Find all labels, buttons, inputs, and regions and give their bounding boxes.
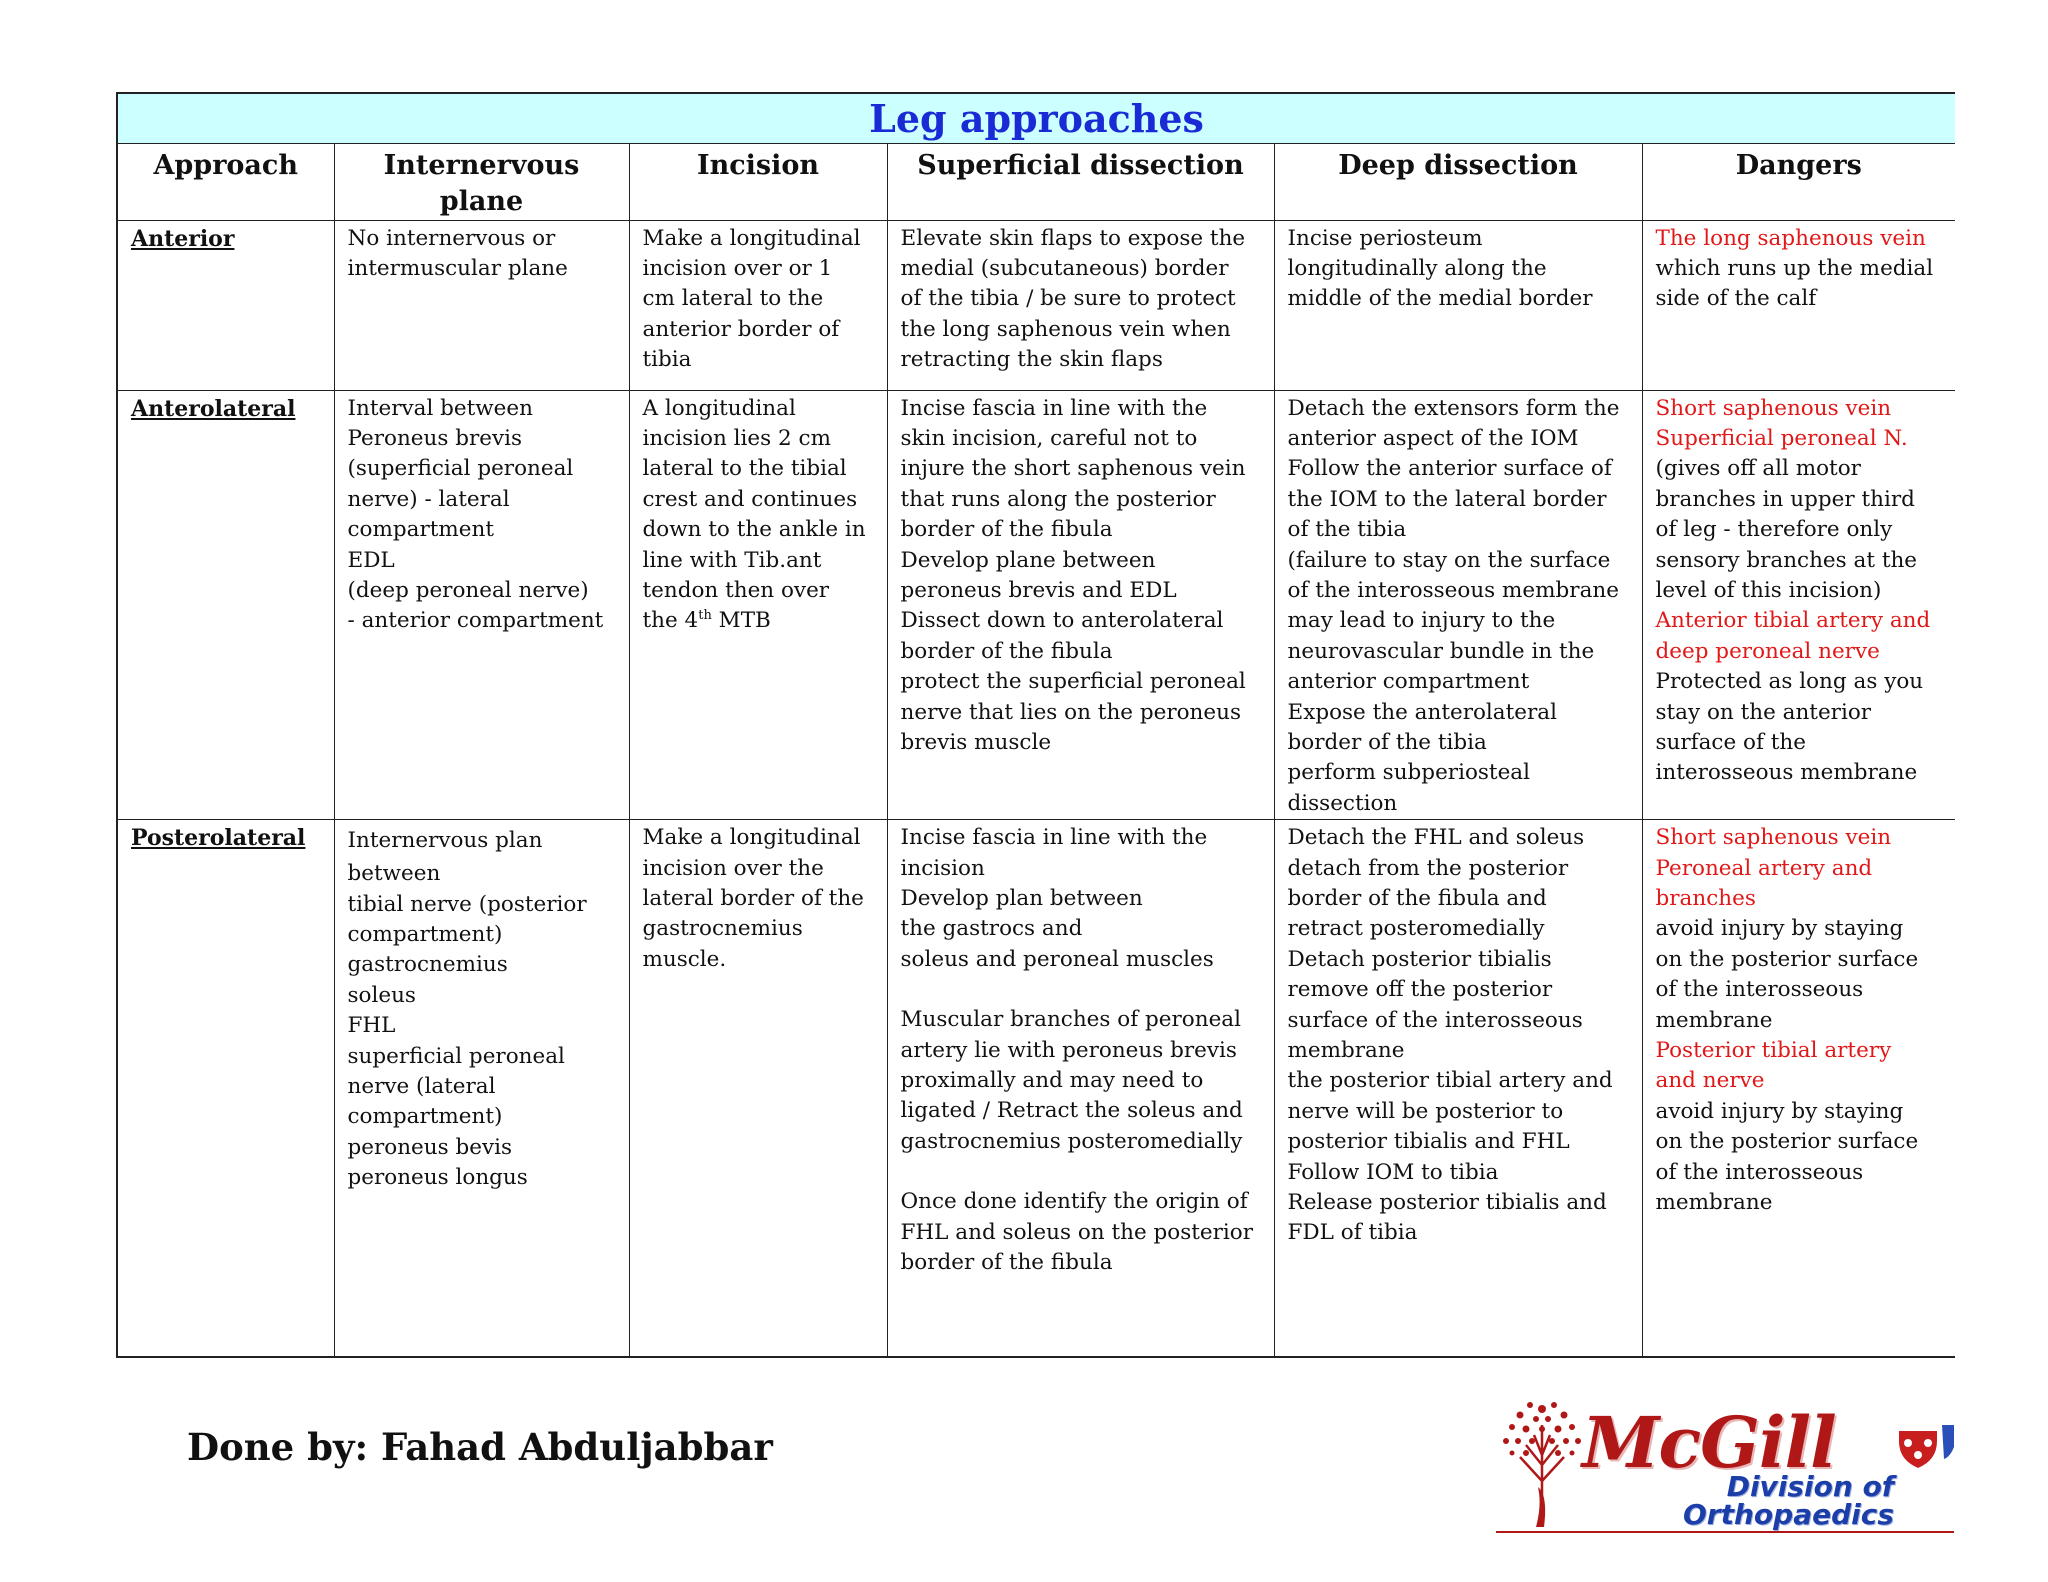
- superficial-cell: [887, 820, 1274, 1357]
- text-line: incision lies 2 cm: [642, 425, 831, 451]
- shield-icon: [1894, 1417, 1954, 1473]
- text-line: tibial nerve (posterior: [347, 891, 587, 917]
- text-line: between: [347, 861, 441, 887]
- danger-note-line: on the posterior surface: [1655, 1129, 1919, 1155]
- text-line: nerve (lateral: [347, 1074, 496, 1100]
- text-line: peroneus longus: [347, 1165, 528, 1191]
- header-row: [117, 143, 1955, 220]
- danger-note-line: of the interosseous: [1655, 1159, 1864, 1185]
- danger-note-line: membrane: [1655, 1007, 1773, 1033]
- danger-note-line: which runs up the medial: [1655, 255, 1934, 281]
- text-line: Make a longitudinal: [642, 225, 861, 251]
- text-line: incision: [900, 855, 985, 881]
- text-line: gastrocnemius: [347, 952, 508, 978]
- logo-underline: [1496, 1531, 1954, 1533]
- danger-note-line: side of the calf: [1655, 286, 1817, 312]
- text-line: that runs along the posterior: [900, 486, 1216, 512]
- danger-note-line: avoid injury by staying: [1655, 1098, 1904, 1124]
- text-line: proximally and may need to: [900, 1068, 1204, 1094]
- danger-structure-line: Peroneal artery and: [1655, 855, 1873, 881]
- approach-cell: [117, 220, 334, 390]
- danger-structure-line: Short saphenous vein: [1655, 825, 1892, 851]
- column-header-deep-dissection: Deep dissection: [1274, 143, 1642, 220]
- text-line: detach from the posterior: [1287, 855, 1569, 881]
- text-line: Once done identify the origin of: [900, 1189, 1248, 1215]
- text-line: No internervous or: [347, 225, 556, 251]
- internervous-cell: [334, 220, 629, 390]
- incision-last-line: the 4th MTB: [642, 608, 771, 634]
- text-line: cm lateral to the: [642, 286, 824, 312]
- text-line: incision over or 1: [642, 255, 833, 281]
- text-line: the long saphenous vein when: [900, 316, 1231, 342]
- danger-note-line: of leg - therefore only: [1655, 517, 1893, 543]
- internervous-cell: [334, 390, 629, 820]
- text-line: retract posteromedially: [1287, 916, 1545, 942]
- deep-cell: [1274, 820, 1642, 1357]
- internervous-first-line: Internervous plan: [347, 828, 543, 854]
- text-line: EDL: [347, 547, 395, 573]
- text-line: Follow the anterior surface of: [1287, 456, 1612, 482]
- text-line: crest and continues: [642, 486, 858, 512]
- text-line: gastrocnemius posteromedially: [900, 1128, 1243, 1154]
- incision-cell: [629, 390, 887, 820]
- text-line: of the tibia / be sure to protect: [900, 286, 1236, 312]
- text-line: (deep peroneal nerve): [347, 577, 589, 603]
- text-line: protect the superficial peroneal: [900, 669, 1246, 695]
- text-line: tibia: [642, 347, 692, 373]
- text-line: Make a longitudinal: [642, 825, 861, 851]
- text-line: anterior border of: [642, 316, 840, 342]
- mcgill-orthopaedics-logo: [1492, 1395, 1954, 1535]
- text-line: intermuscular plane: [347, 255, 568, 281]
- text-line: artery lie with peroneus brevis: [900, 1037, 1237, 1063]
- text-line: line with Tib.ant: [642, 547, 822, 573]
- table-row-posterolateral: [117, 820, 1955, 1357]
- text-line: gastrocnemius: [642, 916, 803, 942]
- text-line: dissection: [1287, 790, 1398, 816]
- text-line: peroneus bevis: [347, 1134, 513, 1160]
- superficial-cell: [887, 220, 1274, 390]
- text-line: Release posterior tibialis and: [1287, 1190, 1607, 1216]
- danger-note-line: branches in upper third: [1655, 486, 1915, 512]
- text-line: compartment: [347, 517, 494, 543]
- text-line: medial (subcutaneous) border: [900, 255, 1229, 281]
- danger-structure-line: Anterior tibial artery and: [1655, 608, 1931, 634]
- text-line: Incise fascia in line with the: [900, 395, 1208, 421]
- danger-structure-line: Superficial peroneal N.: [1655, 425, 1908, 451]
- text-line: of the tibia: [1287, 517, 1407, 543]
- column-header-superficial-dissection: Superficial dissection: [887, 143, 1274, 220]
- column-header-incision: Incision: [629, 143, 887, 220]
- text-line: Detach the FHL and soleus: [1287, 825, 1585, 851]
- danger-structure-line: Short saphenous vein: [1655, 395, 1892, 421]
- dangers-cell: [1642, 220, 1955, 390]
- text-line: superficial peroneal: [347, 1043, 565, 1069]
- text-line: tendon then over: [642, 577, 830, 603]
- text-line: compartment): [347, 922, 503, 947]
- text-line: injure the short saphenous vein: [900, 456, 1246, 482]
- approach-cell: [117, 820, 334, 1357]
- danger-structure-line: branches: [1655, 886, 1756, 911]
- text-line: Follow IOM to tibia: [1287, 1159, 1499, 1185]
- text-line: soleus and peroneal muscles: [900, 946, 1214, 972]
- text-line: Detach the extensors form the: [1287, 395, 1620, 421]
- text-line: Incise fascia in line with the: [900, 825, 1208, 851]
- column-header-dangers: Dangers: [1642, 143, 1955, 220]
- approach-cell: [117, 390, 334, 820]
- text-line: anterior compartment: [1287, 669, 1530, 695]
- danger-note-line: surface of the: [1655, 729, 1806, 755]
- dangers-cell: [1642, 820, 1955, 1357]
- text-line: border of the tibia: [1287, 729, 1487, 755]
- text-line: Detach posterior tibialis: [1287, 946, 1552, 972]
- text-line: middle of the medial border: [1287, 286, 1593, 312]
- text-line: brevis muscle: [900, 729, 1052, 755]
- danger-note-line: sensory branches at the: [1655, 547, 1918, 573]
- text-line: border of the fibula: [900, 517, 1113, 543]
- text-line: Muscular branches of peroneal: [900, 1007, 1241, 1033]
- text-line: FDL of tibia: [1287, 1220, 1418, 1246]
- deep-cell: [1274, 390, 1642, 820]
- danger-note-line: interosseous membrane: [1655, 760, 1918, 786]
- superficial-cell: [887, 390, 1274, 820]
- text-line: the gastrocs and: [900, 916, 1083, 942]
- approach-name: Posterolateral: [131, 825, 306, 852]
- incision-cell: [629, 220, 887, 390]
- text-line: compartment): [347, 1104, 503, 1130]
- text-line: Incise periosteum: [1287, 225, 1483, 251]
- incision-cell: [629, 820, 887, 1357]
- internervous-cell: [334, 820, 629, 1357]
- text-line: nerve that lies on the peroneus: [900, 699, 1242, 725]
- title-row: [117, 93, 1955, 143]
- approach-name: Anterolateral: [131, 395, 296, 422]
- text-line: border of the fibula: [900, 638, 1113, 664]
- danger-note-line: stay on the anterior: [1655, 699, 1872, 725]
- text-line: Expose the anterolateral: [1287, 699, 1557, 725]
- text-line: the posterior tibial artery and: [1287, 1068, 1613, 1094]
- danger-note-line: level of this incision): [1655, 577, 1882, 603]
- text-line: soleus: [347, 982, 416, 1008]
- text-line: (superficial peroneal: [347, 456, 574, 482]
- column-header-approach: Approach: [117, 143, 334, 220]
- text-line: the IOM to the lateral border: [1287, 486, 1607, 512]
- danger-structure-line: deep peroneal nerve: [1655, 638, 1880, 664]
- text-line: perform subperiosteal: [1287, 760, 1530, 786]
- approach-name: Anterior: [131, 225, 235, 252]
- text-line: nerve will be posterior to: [1287, 1098, 1564, 1124]
- danger-note-line: of the interosseous: [1655, 977, 1864, 1003]
- table-title: Leg approaches: [117, 93, 1955, 143]
- text-line: lateral border of the: [642, 886, 864, 911]
- deep-cell: [1274, 220, 1642, 390]
- text-line: incision over the: [642, 855, 824, 881]
- text-line: membrane: [1287, 1038, 1405, 1064]
- text-line: FHL and soleus on the posterior: [900, 1219, 1253, 1245]
- text-line: border of the fibula and: [1287, 886, 1547, 911]
- column-header-internervous-plane: Internervous plane: [334, 143, 629, 220]
- approaches-table: [116, 92, 1955, 1358]
- text-line: Dissect down to anterolateral: [900, 608, 1224, 634]
- text-line: peroneus brevis and EDL: [900, 577, 1177, 603]
- text-line: (failure to stay on the surface: [1287, 547, 1611, 573]
- text-line: Develop plan between: [900, 886, 1143, 911]
- text-line: Develop plane between: [900, 547, 1156, 573]
- text-line: - anterior compartment: [347, 608, 604, 634]
- table-row-anterior: [117, 220, 1955, 390]
- text-line: longitudinally along the: [1287, 255, 1547, 281]
- text-line: nerve) - lateral: [347, 486, 510, 512]
- text-line: A longitudinal: [642, 395, 796, 421]
- danger-note-line: membrane: [1655, 1190, 1773, 1216]
- text-line: neurovascular bundle in the: [1287, 638, 1595, 664]
- text-line: lateral to the tibial: [642, 456, 847, 482]
- logo-wordmark: McGill: [1582, 1401, 1836, 1484]
- danger-structure-line: and nerve: [1655, 1068, 1765, 1094]
- text-line: retracting the skin flaps: [900, 347, 1163, 373]
- danger-structure-line: Posterior tibial artery: [1655, 1038, 1892, 1064]
- danger-note-line: Protected as long as you: [1655, 669, 1924, 695]
- text-line: Peroneus brevis: [347, 425, 523, 451]
- logo-division-text: Division of Orthopaedics: [1683, 1470, 1894, 1531]
- text-line: down to the ankle in: [642, 517, 866, 543]
- text-line: remove off the posterior: [1287, 977, 1553, 1003]
- text-line: Elevate skin flaps to expose the: [900, 225, 1246, 251]
- tree-logo-icon: [1492, 1395, 1592, 1530]
- text-line: of the interosseous membrane: [1287, 577, 1619, 603]
- text-line: muscle.: [642, 946, 727, 972]
- text-line: FHL: [347, 1013, 396, 1039]
- text-line: posterior tibialis and FHL: [1287, 1129, 1570, 1155]
- text-line: Interval between: [347, 395, 533, 421]
- danger-note-line: (gives off all motor: [1655, 456, 1861, 482]
- author-credit: Done by: Fahad Abduljabbar: [187, 1425, 773, 1469]
- text-line: ligated / Retract the soleus and: [900, 1098, 1243, 1124]
- text-line: surface of the interosseous: [1287, 1007, 1583, 1033]
- text-line: may lead to injury to the: [1287, 608, 1556, 634]
- table-row-anterolateral: [117, 390, 1955, 820]
- danger-note-line: avoid injury by staying: [1655, 916, 1904, 942]
- danger-note-line: on the posterior surface: [1655, 946, 1919, 972]
- dangers-cell: [1642, 390, 1955, 820]
- text-line: skin incision, careful not to: [900, 425, 1198, 451]
- text-line: anterior aspect of the IOM: [1287, 425, 1579, 451]
- text-line: border of the fibula: [900, 1250, 1113, 1276]
- danger-structure-line: The long saphenous vein: [1655, 225, 1926, 251]
